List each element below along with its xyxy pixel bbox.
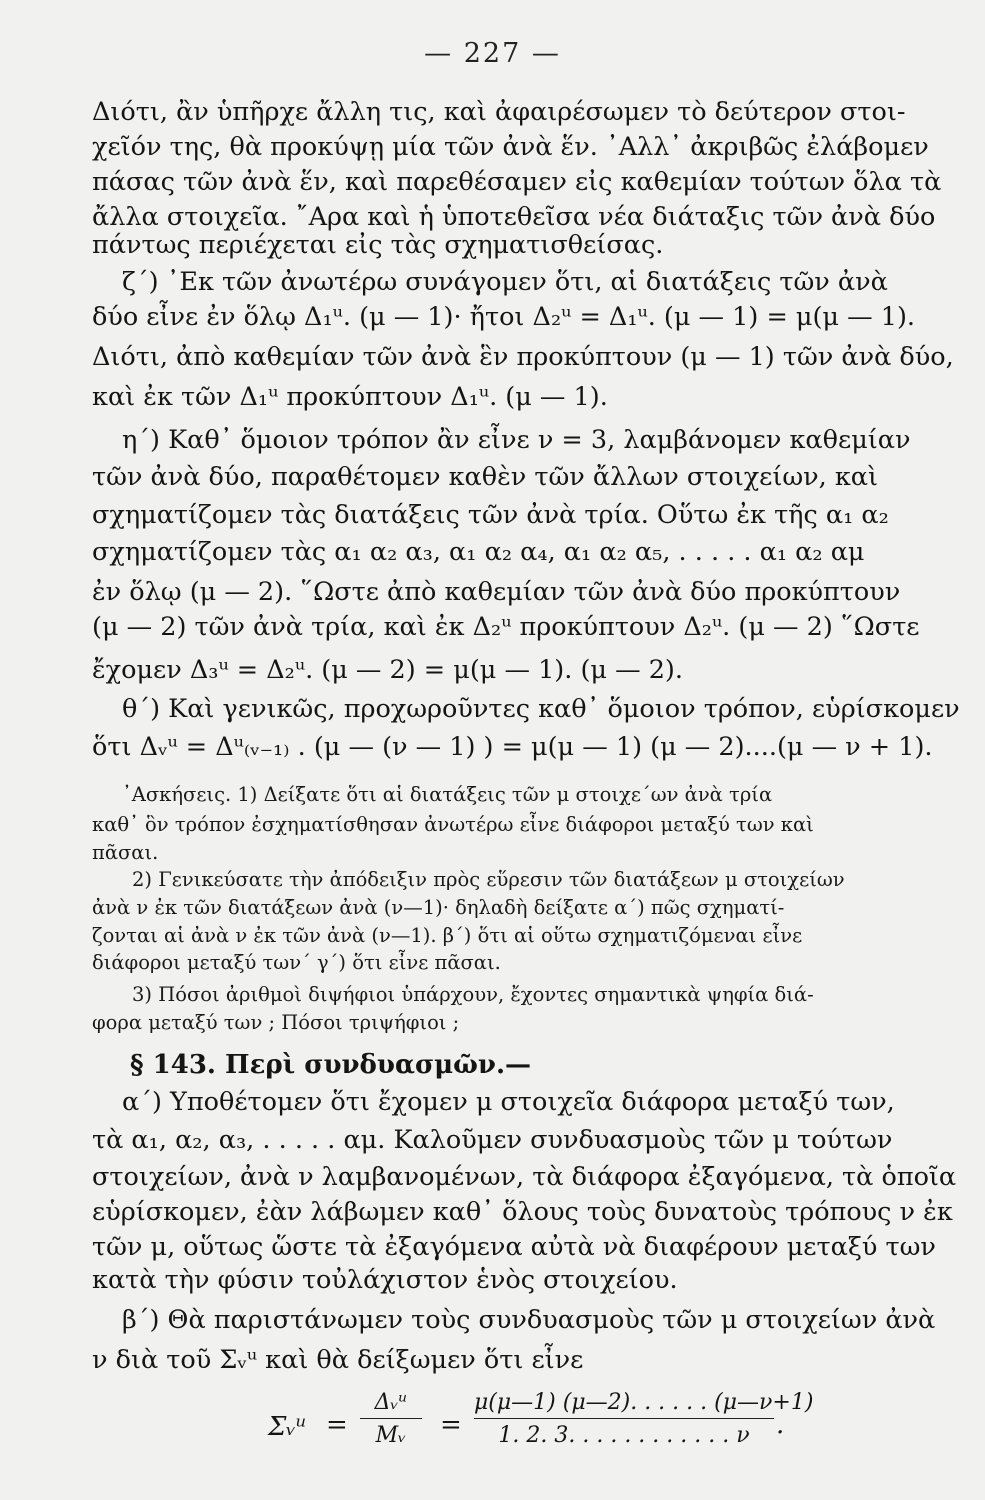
exercise-line: διάφοροι μεταξύ των΄ γ΄) ὅτι εἶνε πᾶσαι. bbox=[92, 951, 501, 974]
exercise-line: ζονται αἱ ἀνὰ ν ἐκ τῶν ἀνὰ (ν—1). β΄) ὅτι αἱ οὕτω σχηματιζόμεναι εἶνε bbox=[92, 924, 803, 947]
text-line: (μ — 2) τῶν ἀνὰ τρία, καὶ ἐκ Δ₂ᵘ προκύπτουν Δ₂ᵘ. (μ — 2) ῞Ωστε bbox=[92, 612, 920, 642]
text-line: ἔχομεν Δ₃ᵘ = Δ₂ᵘ. (μ — 2) = μ(μ — 1). (μ — 2). bbox=[92, 655, 683, 685]
text-line: α΄) Υποθέτομεν ὅτι ἔχομεν μ στοιχεῖα διάφορα μεταξύ των, bbox=[122, 1087, 895, 1117]
text-line: Διότι, ἂν ὑπῆρχε ἄλλη τις, καὶ ἀφαιρέσωμεν τὸ δεύτερον στοι- bbox=[92, 97, 906, 127]
text-line: σχηματίζομεν τὰς α₁ α₂ α₃, α₁ α₂ α₄, α₁ α₂ α₅, . . . . . α₁ α₂ αμ bbox=[92, 537, 865, 567]
formula-period: . bbox=[776, 1410, 785, 1440]
exercise-line: πᾶσαι. bbox=[92, 841, 159, 864]
text-line: β΄) Θὰ παριστάνωμεν τοὺς συνδυασμοὺς τῶν μ στοιχείων ἀνὰ bbox=[122, 1305, 936, 1335]
text-line: καὶ ἐκ τῶν Δ₁ᵘ προκύπτουν Δ₁ᵘ. (μ — 1). bbox=[92, 382, 608, 412]
text-line: ζ΄) ᾿Εκ τῶν ἀνωτέρω συνάγομεν ὅτι, αἱ διατάξεις τῶν ἀνὰ bbox=[122, 267, 888, 297]
text-line: τῶν μ, οὕτως ὥστε τὰ ἐξαγόμενα αὐτὰ νὰ διαφέρουν μεταξύ των bbox=[92, 1232, 936, 1262]
formula-fraction-2 bbox=[474, 1390, 814, 1448]
text-line: πάντως περιέχεται εἰς τὰς σχηματισθείσας. bbox=[92, 230, 664, 260]
text-line: ἄλλα στοιχεῖα. ῎Αρα καὶ ἡ ὑποτεθεῖσα νέα διάταξις τῶν ἀνὰ δύο bbox=[92, 202, 936, 232]
formula-lhs: Σᵥᵘ bbox=[268, 1412, 307, 1442]
fraction-1-denominator: Mᵥ bbox=[375, 1423, 407, 1448]
text-line: θ΄) Καὶ γενικῶς, προχωροῦντες καθ᾿ ὅμοιον τρόπον, εὑρίσκομεν bbox=[122, 694, 960, 724]
text-line: Διότι, ἀπὸ καθεμίαν τῶν ἀνὰ ἓν προκύπτουν (μ — 1) τῶν ἀνὰ δύο, bbox=[92, 342, 954, 372]
formula-equals: = bbox=[440, 1410, 462, 1440]
fraction-1-numerator: Δᵥᵘ bbox=[360, 1390, 422, 1419]
text-line: ν διὰ τοῦ Σᵥᵘ καὶ θὰ δείξωμεν ὅτι εἶνε bbox=[92, 1345, 584, 1375]
text-line: τῶν ἀνὰ δύο, παραθέτομεν καθὲν τῶν ἄλλων στοιχείων, καὶ bbox=[92, 462, 879, 492]
combinations-formula bbox=[268, 1390, 814, 1470]
formula-fraction-1 bbox=[360, 1390, 422, 1448]
exercise-line: καθ᾿ ὃν τρόπον ἐσχηματίσθησαν ἀνωτέρω εἶνε διάφοροι μεταξύ των καὶ bbox=[92, 813, 814, 836]
exercise-line: 2) Γενικεύσατε τὴν ἀπόδειξιν πρὸς εὕρεσιν τῶν διατάξεων μ στοιχείων bbox=[132, 868, 845, 891]
text-line: δύο εἶνε ἐν ὅλῳ Δ₁ᵘ. (μ — 1)· ἤτοι Δ₂ᵘ = Δ₁ᵘ. (μ — 1) = μ(μ — 1). bbox=[92, 302, 915, 332]
text-line: χεῖόν της, θὰ προκύψῃ μία τῶν ἀνὰ ἕν. ᾿Αλλ᾿ ἀκριβῶς ἐλάβομεν bbox=[92, 132, 929, 162]
text-line: πάσας τῶν ἀνὰ ἕν, καὶ παρεθέσαμεν εἰς καθεμίαν τούτων ὅλα τὰ bbox=[92, 167, 942, 197]
text-line: η΄) Καθ᾿ ὅμοιον τρόπον ἂν εἶνε ν = 3, λαμβάνομεν καθεμίαν bbox=[122, 425, 911, 455]
section-heading: § 143. Περὶ συνδυασμῶν.— bbox=[130, 1050, 531, 1080]
exercise-line: ᾿Ασκήσεις. 1) Δείξατε ὅτι αἱ διατάξεις τῶν μ στοιχε΄ων ἀνὰ τρία bbox=[122, 783, 773, 806]
exercise-line: 3) Πόσοι ἀριθμοὶ διψήφιοι ὑπάρχουν, ἔχοντες σημαντικὰ ψηφία διά- bbox=[132, 983, 814, 1006]
fraction-2-denominator: 1. 2. 3. . . . . . . . . . . . ν bbox=[498, 1423, 750, 1448]
text-line: κατὰ τὴν φύσιν τοὐλάχιστον ἑνὸς στοιχείου. bbox=[92, 1265, 678, 1295]
fraction-2-numerator: μ(μ—1) (μ—2). . . . . . (μ—ν+1) bbox=[474, 1390, 774, 1419]
text-line: στοιχείων, ἀνὰ ν λαμβανομένων, τὰ διάφορα ἐξαγόμενα, τὰ ὁποῖα bbox=[92, 1162, 957, 1192]
exercise-line: ἀνὰ ν ἐκ τῶν διατάξεων ἀνὰ (ν—1)· δηλαδὴ δείξατε α΄) πῶς σχηματί- bbox=[92, 896, 785, 919]
text-line: εὑρίσκομεν, ἐὰν λάβωμεν καθ᾿ ὅλους τοὺς δυνατοὺς τρόπους ν ἐκ bbox=[92, 1197, 953, 1227]
exercise-line: φορα μεταξύ των ; Πόσοι τριψήφιοι ; bbox=[92, 1011, 460, 1034]
formula-equals: = bbox=[326, 1410, 348, 1440]
text-line: τὰ α₁, α₂, α₃, . . . . . αμ. Καλοῦμεν συνδυασμοὺς τῶν μ τούτων bbox=[92, 1125, 893, 1155]
text-line: ἐν ὅλῳ (μ — 2). ῞Ωστε ἀπὸ καθεμίαν τῶν ἀνὰ δύο προκύπτουν bbox=[92, 577, 901, 607]
text-line: ὅτι Δᵥᵘ = Δᵘ₍ᵥ₋₁₎ . (μ — (ν — 1) ) = μ(μ — 1) (μ — 2)....(μ — ν + 1). bbox=[92, 732, 933, 762]
text-line: σχηματίζομεν τὰς διατάξεις τῶν ἀνὰ τρία. Οὕτω ἐκ τῆς α₁ α₂ bbox=[92, 500, 889, 530]
page-number: — 227 — bbox=[424, 38, 561, 69]
